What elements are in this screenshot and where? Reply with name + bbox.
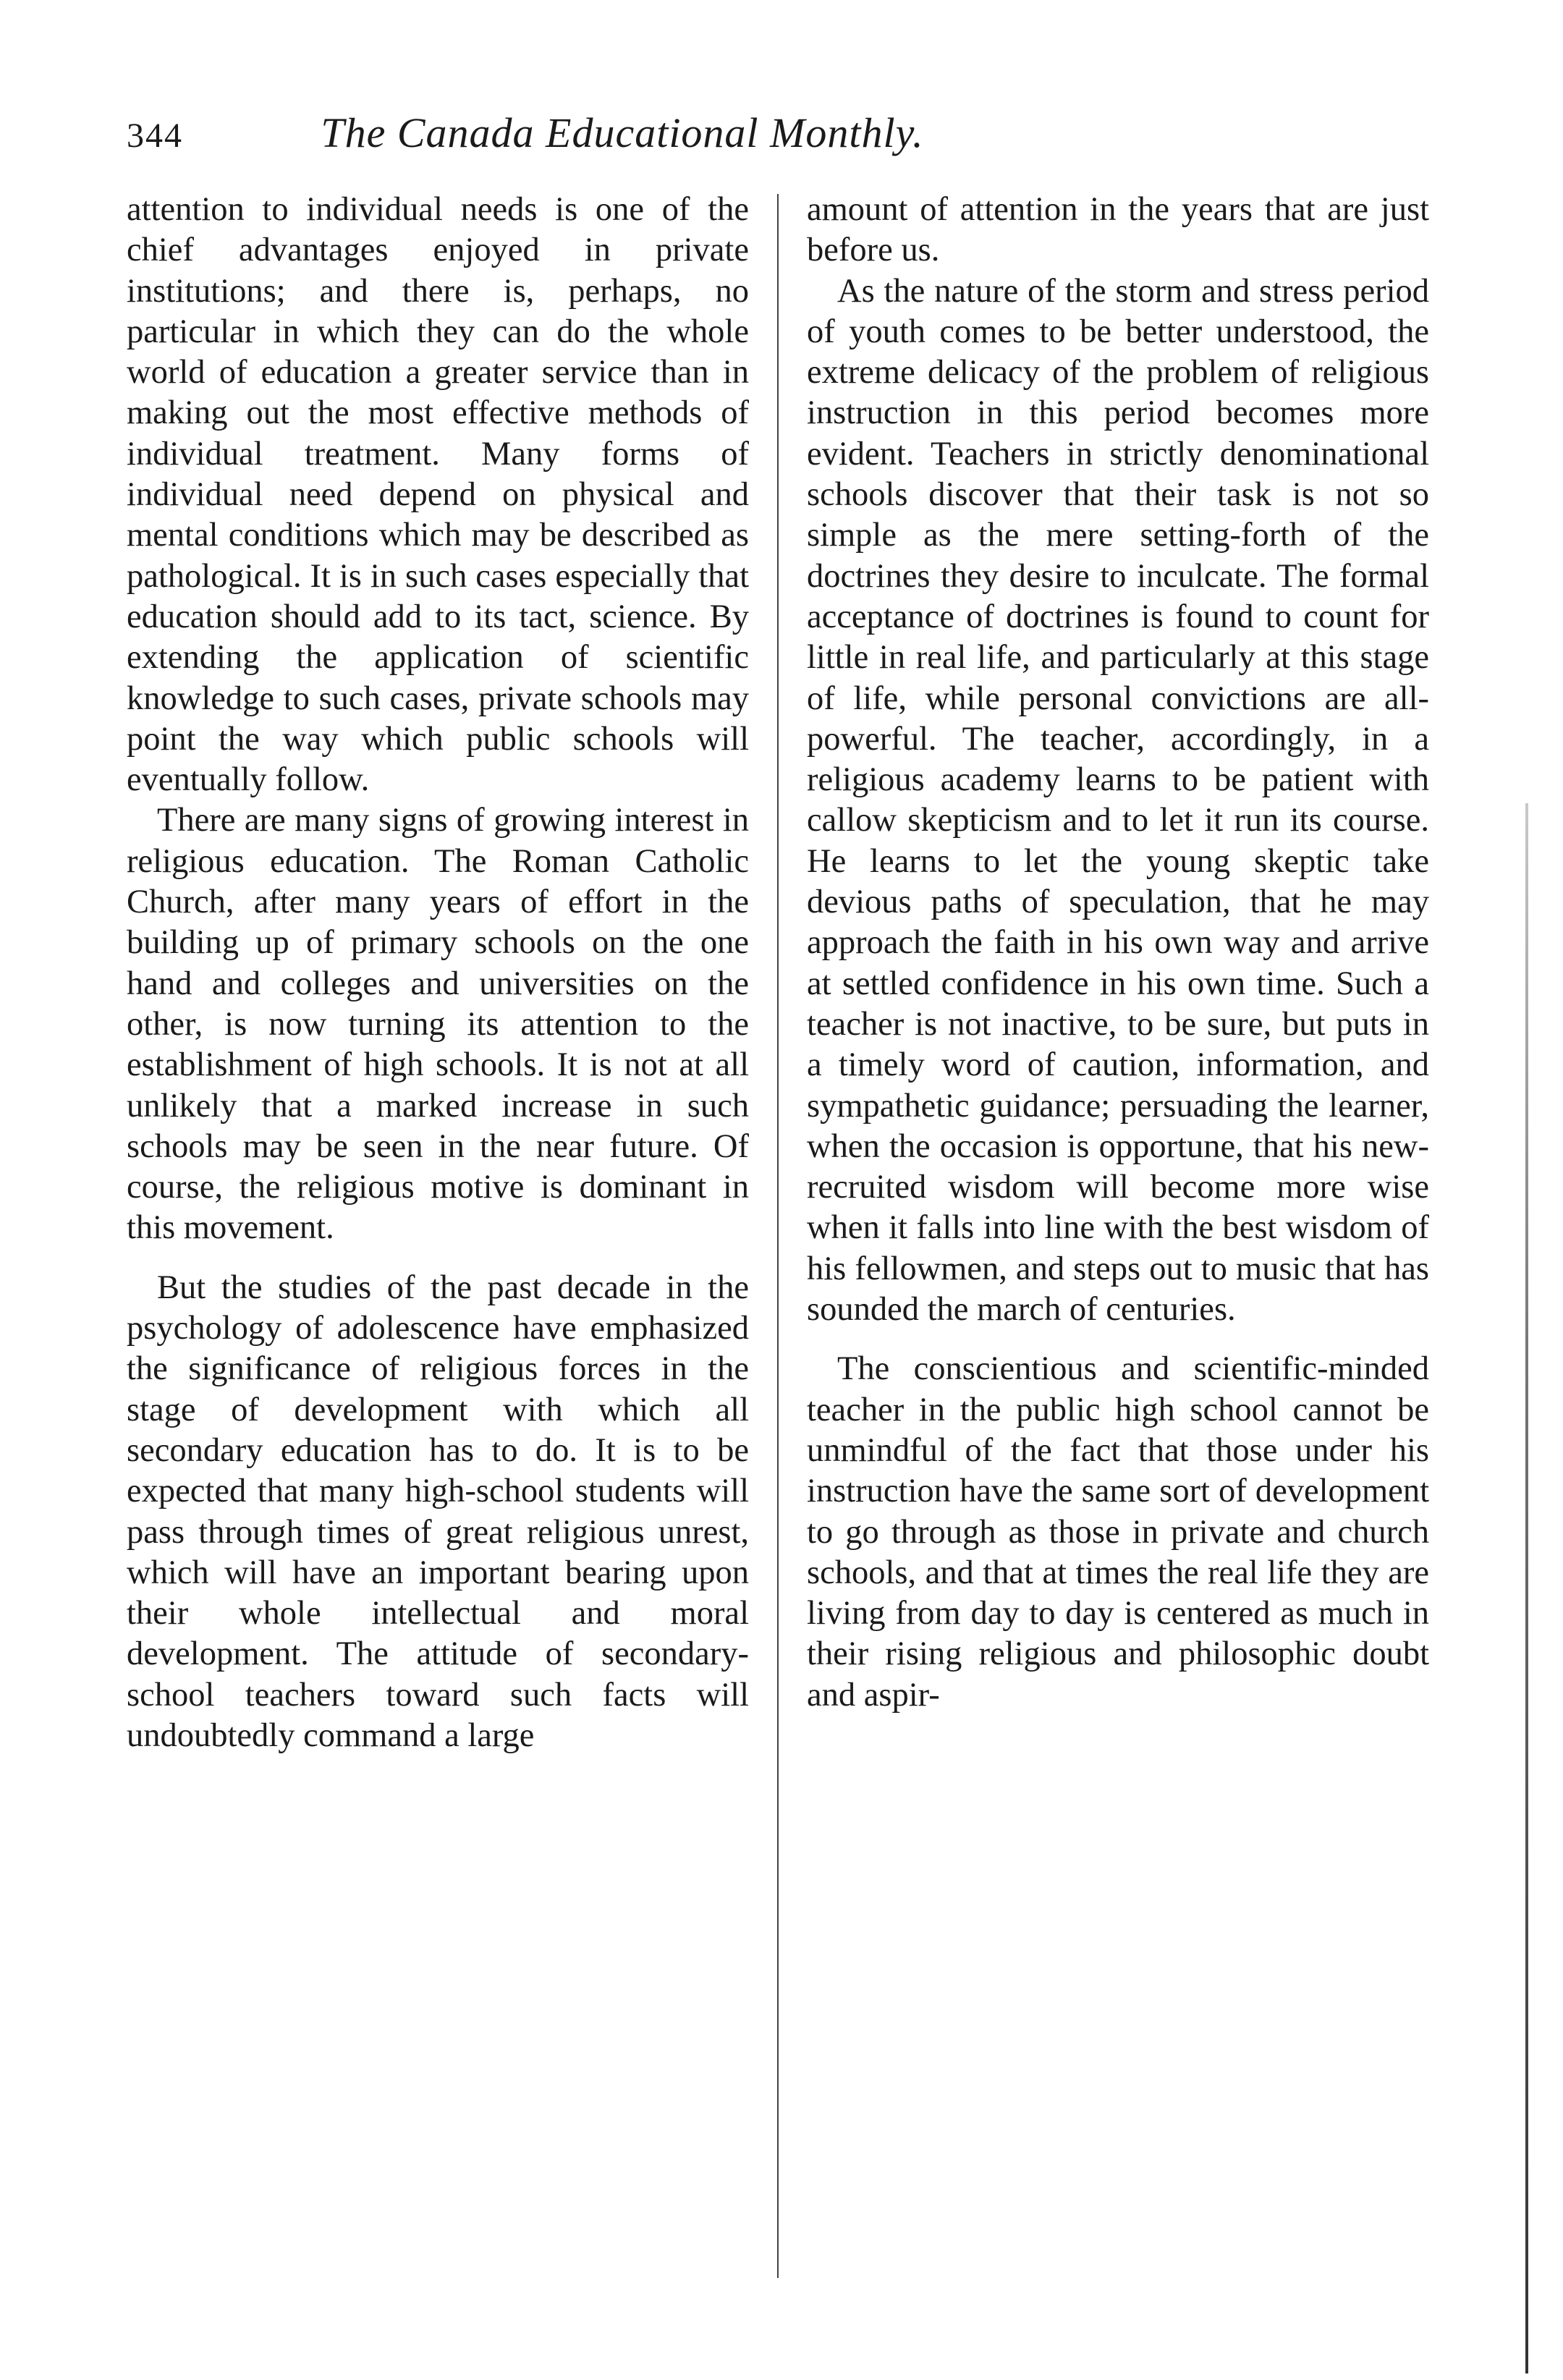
- left-paragraph-3: But the studies of the past decade in the psychology of adolescence have emphasized the significance of religious forces in the stage of development with which all secondary education has to do. It is to be expected that many high-school students will pass through times of great religious unrest, which will have an important bearing upon their whole intellectual and moral development. The attitude of secondary-school teachers toward such facts will undoubtedly command a large: [127, 1269, 749, 1754]
- left-paragraph-1: attention to individual needs is one of the chief advantages enjoyed in private institutions; and there is, perhaps, no particular in which they can do the whole world of education a greater service than in making out the most effective methods of individual treatment. Many forms of individual need depend on physical and mental conditions which may be described as pathological. It is in such cases especially that education should add to its tact, science. By extending the application of scientific knowledge to such cases, private schools may point the way which public schools will eventually follow.: [127, 191, 749, 799]
- column-divider: [777, 194, 779, 2278]
- right-paragraph-2: As the nature of the storm and stress period of youth comes to be better understood, the extreme delicacy of the problem of religious instruction in this period becomes more evident. Teachers in strictly denominational schools discover that their task is not so simple as the mere setting-forth of the doctrines they desire to inculcate. The formal acceptance of doctrines is found to count for little in real life, and particularly at this stage of life, while personal convictions are all-powerful. The teacher, accordingly, in a religious academy learns to be patient with callow skepticism and to let it run its course. He learns to let the young skeptic take devious paths of speculation, that he may approach the faith in his own way and arrive at settled confidence in his own time. Such a teacher is not inactive, to be sure, but puts in a timely word of caution, information, and sympathetic guidance; persuading the learner, when the occasion is opportune, that his new-recruited wisdom will become more wise when it falls into line with the best wisdom of his fellowmen, and steps out to music that has sounded the march of centuries.: [807, 272, 1429, 1329]
- running-head: [127, 109, 1118, 166]
- journal-title: The Canada Educational Monthly.: [321, 109, 924, 156]
- page-edge-shadow: [1525, 803, 1528, 2373]
- right-column: [807, 190, 1429, 1716]
- left-column: [127, 190, 749, 1756]
- right-paragraph-1: amount of attention in the years that are just before us.: [807, 191, 1429, 269]
- left-paragraph-2: There are many signs of growing interest in religious education. The Roman Catholic Church, after many years of effort in the building up of primary schools on the one hand and colleges and universities on the other, is now turning its attention to the establishment of high schools. It is not at all unlikely that a marked increase in such schools may be seen in the near future. Of course, the religious motive is dominant in this movement.: [127, 802, 749, 1247]
- right-paragraph-3: The conscientious and scientific-minded teacher in the public high school cannot be unmindful of the fact that those under his instruction have the same sort of development to go through as those in private and church schools, and that at times the real life they are living from day to day is centered as much in their rising religious and philosophic doubt and aspir-: [807, 1350, 1429, 1714]
- page-number: 344: [127, 117, 183, 155]
